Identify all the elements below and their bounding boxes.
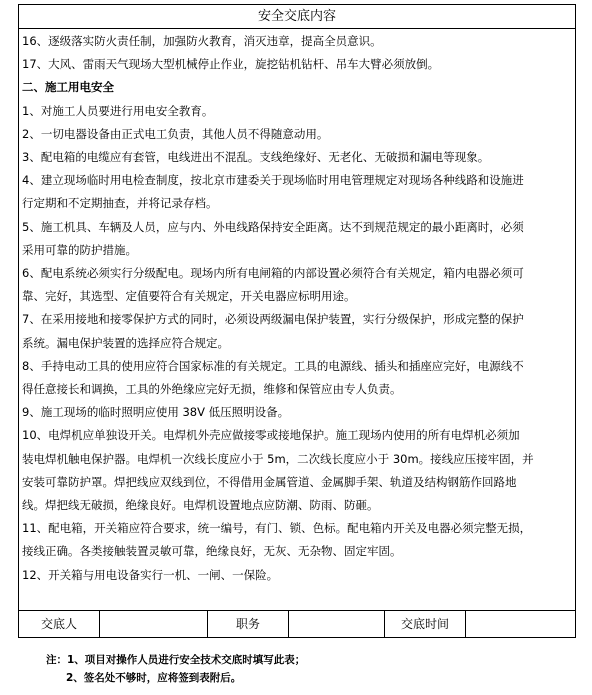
content-line: 12、开关箱与用电设备实行一机、一闸、一保险。 bbox=[22, 567, 279, 582]
content-line: 1、对施工人员要进行用电安全教育。 bbox=[22, 103, 214, 118]
content-line: 7、在采用接地和接零保护方式的同时，必须设两级漏电保护装置，实行分级保护，形成完整的保护 bbox=[22, 312, 524, 327]
content-line: 系统。漏电保护装置的选择应符合规定。 bbox=[22, 335, 229, 350]
presenter-field[interactable] bbox=[100, 611, 208, 637]
content-line: 装电焊机触电保护器。电焊机一次线长度应小于 5m，二次线长度应小于 30m。接线应压接牢固，并 bbox=[22, 451, 534, 466]
form-notes bbox=[46, 651, 305, 687]
content-line: 安装可靠防护罩。焊把线应双线到位，不得借用金属管道、金属脚手架、轨道及结构钢筋作回路地 bbox=[22, 474, 517, 489]
content-line: 11、配电箱，开关箱应符合要求，统一编号，有门、锁、色标。配电箱内开关及电器必须完整无损， bbox=[22, 521, 532, 536]
content-line: 5、施工机具、车辆及人员，应与内、外电线路保持安全距离。达不到规范规定的最小距离时，必须 bbox=[22, 219, 524, 234]
content-line: 线。焊把线无破损，绝缘良好。电焊机设置地点应防潮、防雨、防砸。 bbox=[22, 498, 379, 513]
briefing-content bbox=[19, 29, 575, 610]
content-line: 行定期和不定期抽查，并将记录存档。 bbox=[22, 196, 218, 211]
content-line: 16、逐级落实防火责任制，加强防火教育，消灭违章，提高全员意识。 bbox=[22, 34, 382, 48]
briefing-time-label: 交底时间 bbox=[385, 611, 466, 637]
presenter-label: 交底人 bbox=[19, 611, 100, 637]
position-field[interactable] bbox=[289, 611, 385, 637]
content-line: 8、手持电动工具的使用应符合国家标准的有关规定。工具的电源线、插头和插座应完好，电源线不 bbox=[22, 358, 524, 373]
content-line: 2、一切电器设备由正式电工负责，其他人员不得随意动用。 bbox=[22, 126, 329, 141]
content-line: 4、建立现场临时用电检查制度，按北京市建委关于现场临时用电管理规定对现场各种线路和设施进 bbox=[22, 173, 524, 188]
content-line: 得任意接长和调换，工具的外绝缘应完好无损，维修和保管应由专人负责。 bbox=[22, 382, 402, 397]
note-1: 注：1、项目对操作人员进行安全技术交底时填写此表； bbox=[46, 654, 306, 666]
content-line: 靠、完好，其选型、定值要符合有关规定，开关电器应标明用途。 bbox=[22, 289, 356, 304]
content-line: 9、施工现场的临时照明应使用 38V 低压照明设备。 bbox=[22, 405, 290, 420]
form-title: 安全交底内容 bbox=[19, 5, 575, 29]
content-line: 接线正确。各类接触装置灵敏可靠，绝缘良好，无灰、无杂物、固定牢固。 bbox=[22, 544, 402, 559]
briefing-time-field[interactable] bbox=[466, 611, 575, 637]
content-line: 6、配电系统必须实行分级配电。现场内所有电闸箱的内部设置必须符合有关规定，箱内电器必须可 bbox=[22, 266, 524, 281]
note-2: 2、签名处不够时，应将签到表附后。 bbox=[66, 672, 242, 684]
signature-row bbox=[19, 610, 575, 637]
content-line: 17、大风、雷雨天气现场大型机械停止作业，旋挖钻机钻杆、吊车大臂必须放倒。 bbox=[22, 57, 440, 72]
position-label: 职务 bbox=[208, 611, 289, 637]
safety-briefing-form bbox=[18, 4, 576, 638]
content-line: 10、电焊机应单独设开关。电焊机外壳应做接零或接地保护。施工现场内使用的所有电焊机必须加 bbox=[22, 428, 520, 443]
content-line: 采用可靠的防护措施。 bbox=[22, 242, 137, 257]
content-line: 3、配电箱的电缆应有套管，电线进出不混乱。支线绝缘好、无老化、无破损和漏电等现象。 bbox=[22, 150, 490, 165]
section-heading: 二、施工用电安全 bbox=[22, 80, 114, 95]
